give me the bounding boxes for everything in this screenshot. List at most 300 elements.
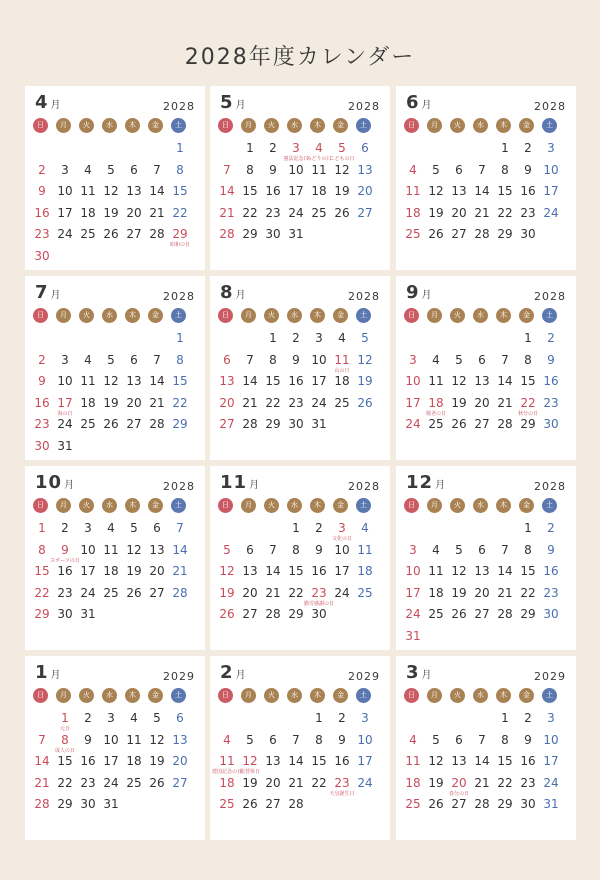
month-panel-11: [210, 466, 390, 650]
day-cell: 18: [334, 374, 350, 388]
day-cell: 30: [288, 417, 304, 431]
day-cell: 13: [474, 374, 490, 388]
day-cell: 31: [80, 607, 96, 621]
month-panel-6: [396, 86, 576, 270]
day-cell: 4: [432, 542, 440, 557]
weekday-header: [33, 118, 198, 134]
day-cell: 16: [520, 184, 536, 198]
day-cell: 24: [357, 775, 373, 790]
month-unit: 月: [50, 100, 61, 111]
month-year: 2028: [348, 100, 380, 113]
day-cell: 6: [130, 162, 138, 177]
day-cell: 10: [405, 374, 421, 388]
day-cell: 5: [338, 141, 346, 155]
day-cell: 13: [474, 564, 490, 578]
page-title: 2028年度カレンダー: [184, 45, 416, 70]
weekday-header: [404, 498, 569, 514]
weekday-badge: 金: [148, 498, 163, 513]
day-cell: 31: [543, 797, 559, 811]
day-cell: 8: [61, 732, 69, 747]
day-cell: 23: [543, 585, 559, 600]
day-cell: 30: [57, 607, 73, 621]
weekday-badge: 火: [450, 498, 465, 513]
weekday-badge: 土: [171, 688, 186, 703]
day-cell: 7: [223, 162, 231, 177]
day-cell: 30: [34, 248, 50, 263]
day-cell: 7: [269, 542, 277, 557]
month-year: 2028: [163, 480, 195, 493]
day-cell: 26: [428, 797, 444, 811]
weekday-badge: 土: [542, 498, 557, 513]
day-cell: 12: [451, 374, 467, 388]
day-cell: 25: [405, 227, 421, 241]
day-cell: 15: [311, 754, 327, 768]
day-cell: 12: [334, 162, 350, 177]
day-cell: 2: [61, 521, 69, 535]
holiday-name: 文化の日: [331, 536, 352, 542]
day-cell: 14: [149, 184, 165, 198]
day-cell: 2: [315, 521, 323, 535]
weekday-badge: 火: [264, 498, 279, 513]
day-cell: 19: [103, 395, 119, 410]
day-cell: 10: [311, 352, 327, 367]
weekday-badge: 日: [33, 498, 48, 513]
day-cell: 31: [405, 628, 421, 643]
day-cell: 3: [61, 162, 69, 177]
weekday-badge: 火: [79, 308, 94, 323]
weekday-badge: 日: [404, 688, 419, 703]
month-unit: 月: [235, 100, 246, 111]
day-cell: 11: [219, 754, 235, 768]
day-cell: 11: [126, 732, 142, 747]
day-cell: 12: [103, 184, 119, 198]
weekday-badge: 金: [519, 688, 534, 703]
day-cell: 22: [497, 775, 513, 790]
weekday-badge: 水: [287, 688, 302, 703]
day-cell: 19: [451, 395, 467, 410]
weekday-badge: 木: [496, 498, 511, 513]
day-cell: 16: [334, 754, 350, 768]
weekday-badge: 月: [241, 688, 256, 703]
weekday-header: [404, 688, 569, 704]
day-cell: 9: [524, 732, 532, 747]
day-cell: 17: [405, 395, 421, 410]
day-cell: 19: [357, 374, 373, 388]
day-cell: 17: [405, 585, 421, 600]
day-cell: 18: [80, 395, 96, 410]
day-cell: 20: [451, 775, 467, 790]
day-cell: 4: [130, 711, 138, 725]
day-cell: 25: [334, 395, 350, 410]
weekday-badge: 木: [496, 688, 511, 703]
month-year: 2028: [534, 480, 566, 493]
month-unit: 月: [249, 480, 260, 491]
day-cell: 14: [34, 754, 50, 768]
weekday-header: [218, 118, 383, 134]
day-cell: 13: [451, 754, 467, 768]
day-cell: 5: [432, 732, 440, 747]
day-cell: 25: [405, 797, 421, 811]
day-cell: 29: [172, 227, 188, 241]
day-cell: 15: [288, 564, 304, 578]
weekday-badge: 月: [241, 118, 256, 133]
day-cell: 14: [474, 184, 490, 198]
day-cell: 16: [80, 754, 96, 768]
weekday-badge: 金: [148, 118, 163, 133]
day-cell: 18: [357, 564, 373, 578]
day-cell: 8: [501, 162, 509, 177]
day-cell: 30: [34, 438, 50, 453]
day-cell: 3: [61, 352, 69, 367]
weekday-badge: 土: [171, 308, 186, 323]
day-cell: 26: [428, 227, 444, 241]
day-cell: 1: [176, 331, 184, 345]
weekday-badge: 土: [171, 498, 186, 513]
day-cell: 22: [520, 585, 536, 600]
month-number: 8: [220, 282, 234, 303]
holiday-name: 昭和の日: [169, 242, 190, 248]
month-heading: [35, 282, 61, 303]
day-cell: 9: [524, 162, 532, 177]
month-panel-8: [210, 276, 390, 460]
day-cell: 7: [153, 162, 161, 177]
day-cell: 24: [334, 585, 350, 600]
day-cell: 29: [172, 417, 188, 431]
day-cell: 12: [103, 374, 119, 388]
day-cell: 15: [497, 184, 513, 198]
holiday-name: 成人の日: [54, 747, 75, 754]
weekday-badge: 金: [519, 308, 534, 323]
day-cell: 5: [107, 352, 115, 367]
day-cell: 3: [409, 542, 417, 557]
day-cell: 1: [269, 331, 277, 345]
weekday-badge: 木: [125, 118, 140, 133]
weekday-badge: 月: [427, 688, 442, 703]
day-cell: 29: [497, 797, 513, 811]
weekday-header: [404, 308, 569, 324]
day-cell: 9: [292, 352, 300, 367]
day-cell: 22: [520, 395, 536, 410]
day-cell: 9: [547, 352, 555, 367]
day-cell: 21: [288, 775, 304, 790]
weekday-badge: 木: [125, 498, 140, 513]
day-cell: 19: [219, 585, 235, 600]
day-cell: 30: [265, 227, 281, 241]
day-cell: 29: [242, 227, 258, 241]
day-cell: 27: [357, 205, 373, 220]
day-cell: 24: [543, 775, 559, 790]
day-cell: 9: [38, 184, 46, 198]
day-cell: 17: [543, 184, 559, 198]
day-cell: 22: [172, 205, 188, 220]
day-cell: 10: [288, 162, 304, 177]
day-cell: 27: [126, 417, 142, 431]
month-unit: 月: [421, 290, 432, 301]
month-year: 2029: [348, 670, 380, 683]
weekday-badge: 土: [542, 118, 557, 133]
day-cell: 25: [126, 775, 142, 790]
weekday-badge: 火: [79, 688, 94, 703]
day-cell: 7: [176, 521, 184, 535]
day-cell: 29: [520, 607, 536, 621]
weekday-badge: 木: [310, 688, 325, 703]
month-year: 2028: [534, 290, 566, 303]
day-cell: 22: [242, 205, 258, 220]
day-cell: 28: [265, 607, 281, 621]
day-cell: 19: [242, 775, 258, 790]
weekday-badge: 日: [404, 308, 419, 323]
day-cell: 17: [57, 205, 73, 220]
weekday-badge: 火: [264, 688, 279, 703]
weekday-badge: 火: [79, 498, 94, 513]
day-cell: 10: [543, 162, 559, 177]
day-cell: 13: [172, 732, 188, 747]
day-cell: 10: [405, 564, 421, 578]
weekday-badge: 金: [333, 118, 348, 133]
day-cell: 28: [219, 227, 235, 241]
day-cell: 17: [103, 754, 119, 768]
weekday-badge: 金: [148, 308, 163, 323]
day-cell: 1: [524, 331, 532, 345]
day-cell: 15: [265, 374, 281, 388]
day-cell: 7: [38, 732, 46, 747]
day-cell: 12: [126, 542, 142, 557]
day-cell: 13: [149, 542, 165, 557]
month-unit: 月: [435, 480, 446, 491]
month-heading: [220, 472, 259, 493]
day-cell: 26: [103, 227, 119, 241]
weekday-header: [33, 308, 198, 324]
day-cell: 18: [103, 564, 119, 578]
day-cell: 16: [34, 205, 50, 220]
day-cell: 8: [524, 542, 532, 557]
holiday-name: 勤労感謝の日: [303, 600, 334, 607]
day-cell: 9: [84, 732, 92, 747]
month-unit: 月: [50, 290, 61, 301]
month-year: 2028: [534, 100, 566, 113]
day-cell: 13: [219, 374, 235, 388]
weekday-badge: 木: [310, 308, 325, 323]
month-number: 2: [220, 662, 234, 683]
day-cell: 26: [357, 395, 373, 410]
month-number: 7: [35, 282, 49, 303]
day-cell: 13: [265, 754, 281, 768]
day-cell: 8: [315, 732, 323, 747]
day-cell: 31: [311, 417, 327, 431]
day-cell: 8: [501, 732, 509, 747]
month-number: 1: [35, 662, 49, 683]
weekday-badge: 日: [33, 308, 48, 323]
day-cell: 1: [61, 711, 69, 725]
day-cell: 23: [334, 775, 350, 790]
weekday-badge: 水: [102, 688, 117, 703]
day-cell: 4: [409, 162, 417, 177]
day-cell: 11: [80, 374, 96, 388]
day-cell: 3: [107, 711, 115, 725]
day-cell: 21: [265, 585, 281, 600]
weekday-badge: 火: [450, 118, 465, 133]
day-cell: 22: [172, 395, 188, 410]
day-cell: 7: [478, 732, 486, 747]
day-cell: 14: [242, 374, 258, 388]
day-cell: 17: [543, 754, 559, 768]
day-cell: 25: [311, 205, 327, 220]
weekday-badge: 日: [218, 688, 233, 703]
weekday-badge: 水: [102, 118, 117, 133]
day-cell: 11: [357, 542, 373, 557]
day-cell: 19: [428, 775, 444, 790]
day-cell: 26: [149, 775, 165, 790]
day-cell: 6: [455, 162, 463, 177]
day-cell: 14: [497, 564, 513, 578]
day-cell: 2: [524, 141, 532, 155]
day-cell: 4: [84, 352, 92, 367]
day-cell: 26: [451, 417, 467, 431]
day-cell: 24: [57, 417, 73, 431]
day-cell: 14: [219, 184, 235, 198]
day-cell: 23: [265, 205, 281, 220]
day-cell: 2: [292, 331, 300, 345]
day-cell: 20: [474, 585, 490, 600]
weekday-badge: 土: [356, 498, 371, 513]
day-cell: 2: [547, 331, 555, 345]
weekday-badge: 水: [473, 118, 488, 133]
day-cell: 28: [474, 797, 490, 811]
day-cell: 15: [172, 374, 188, 388]
day-cell: 5: [246, 732, 254, 747]
day-cell: 26: [219, 607, 235, 621]
weekday-badge: 月: [56, 118, 71, 133]
day-cell: 31: [57, 438, 73, 453]
day-cell: 7: [501, 542, 509, 557]
day-cell: 27: [474, 417, 490, 431]
day-cell: 21: [242, 395, 258, 410]
day-cell: 5: [432, 162, 440, 177]
month-number: 4: [35, 92, 49, 113]
weekday-badge: 木: [496, 118, 511, 133]
day-cell: 30: [520, 227, 536, 241]
month-year: 2028: [163, 290, 195, 303]
holiday-name: 天皇誕生日: [329, 790, 355, 797]
day-cell: 5: [455, 352, 463, 367]
day-cell: 22: [265, 395, 281, 410]
day-cell: 1: [292, 521, 300, 535]
day-cell: 6: [153, 521, 161, 535]
day-cell: 16: [543, 374, 559, 388]
day-cell: 20: [357, 184, 373, 198]
weekday-badge: 土: [542, 308, 557, 323]
month-heading: [220, 92, 246, 113]
day-cell: 21: [474, 205, 490, 220]
holiday-name: 海の日: [57, 410, 73, 417]
month-panel-1: [25, 656, 205, 840]
day-cell: 15: [497, 754, 513, 768]
day-cell: 14: [149, 374, 165, 388]
weekday-badge: 金: [519, 118, 534, 133]
month-unit: 月: [50, 670, 61, 681]
weekday-badge: 月: [241, 308, 256, 323]
day-cell: 31: [103, 797, 119, 811]
day-cell: 21: [34, 775, 50, 790]
day-cell: 24: [57, 227, 73, 241]
day-cell: 18: [428, 585, 444, 600]
weekday-header: [33, 688, 198, 704]
day-cell: 7: [246, 352, 254, 367]
day-cell: 1: [501, 141, 509, 155]
day-cell: 4: [432, 352, 440, 367]
month-unit: 月: [235, 290, 246, 301]
day-cell: 5: [361, 331, 369, 345]
day-cell: 5: [153, 711, 161, 725]
month-unit: 月: [421, 100, 432, 111]
day-cell: 28: [172, 585, 188, 600]
month-year: 2028: [348, 480, 380, 493]
month-panel-9: [396, 276, 576, 460]
weekday-badge: 水: [287, 118, 302, 133]
day-cell: 8: [246, 162, 254, 177]
month-year: 2028: [163, 100, 195, 113]
day-cell: 18: [405, 205, 421, 220]
day-cell: 20: [126, 205, 142, 220]
weekday-badge: 日: [33, 118, 48, 133]
day-cell: 4: [361, 521, 369, 535]
month-number: 12: [406, 472, 434, 493]
day-cell: 10: [334, 542, 350, 557]
day-cell: 7: [153, 352, 161, 367]
day-cell: 30: [543, 607, 559, 621]
month-panel-10: [25, 466, 205, 650]
month-number: 11: [220, 472, 248, 493]
weekday-badge: 月: [427, 498, 442, 513]
weekday-header: [218, 688, 383, 704]
day-cell: 9: [61, 542, 69, 557]
day-cell: 28: [288, 797, 304, 811]
day-cell: 4: [315, 141, 323, 155]
day-cell: 8: [292, 542, 300, 557]
day-cell: 6: [478, 542, 486, 557]
day-cell: 22: [288, 585, 304, 600]
day-cell: 11: [428, 564, 444, 578]
day-cell: 16: [34, 395, 50, 410]
day-cell: 24: [288, 205, 304, 220]
day-cell: 11: [405, 754, 421, 768]
day-cell: 2: [38, 162, 46, 177]
day-cell: 25: [428, 607, 444, 621]
weekday-badge: 日: [218, 308, 233, 323]
day-cell: 9: [315, 542, 323, 557]
weekday-header: [33, 498, 198, 514]
weekday-badge: 木: [125, 688, 140, 703]
day-cell: 8: [176, 352, 184, 367]
holiday-name: 元日: [59, 726, 70, 732]
day-cell: 23: [57, 585, 73, 600]
weekday-badge: 木: [496, 308, 511, 323]
day-cell: 27: [149, 585, 165, 600]
day-cell: 27: [265, 797, 281, 811]
weekday-badge: 水: [102, 498, 117, 513]
weekday-badge: 日: [404, 118, 419, 133]
day-cell: 12: [428, 754, 444, 768]
month-heading: [35, 662, 61, 683]
day-cell: 20: [451, 205, 467, 220]
day-cell: 28: [497, 607, 513, 621]
month-panel-7: [25, 276, 205, 460]
day-cell: 25: [357, 585, 373, 600]
day-cell: 7: [292, 732, 300, 747]
day-cell: 26: [242, 797, 258, 811]
day-cell: 23: [311, 585, 327, 600]
day-cell: 20: [219, 395, 235, 410]
